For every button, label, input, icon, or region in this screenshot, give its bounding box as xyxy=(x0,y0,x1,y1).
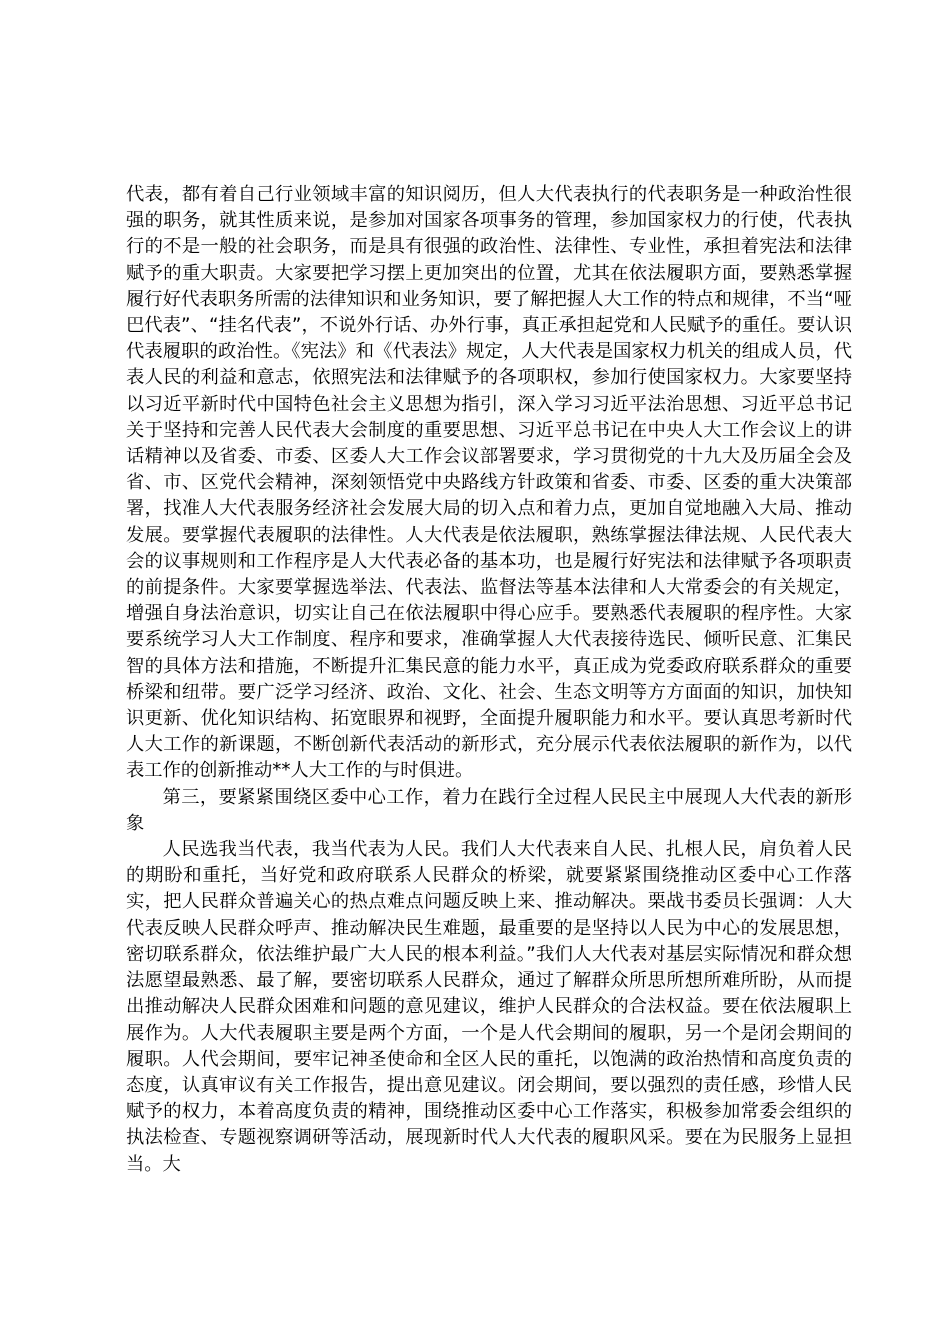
body-paragraph: 代表，都有着自己行业领域丰富的知识阅历，但人大代表执行的代表职务是一种政治性很强的职务，就其性质来说，是参加对国家各项事务的管理，参加国家权力的行使，代表执行的不是一般的社会职务，而是具有很强的政治性、法律性、专业性，承担着宪法和法律赋予的重大职责。大家要把学习摆上更加突出的位置，尤其在依法履职方面，要熟悉掌握履行好代表职务所需的法律知识和业务知识，要了解把握人大工作的特点和规律，不当“哑巴代表”、“挂名代表”，不说外行话、办外行事，真正承担起党和人民赋予的重任。要认识代表履职的政治性。《宪法》和《代表法》规定，人大代表是国家权力机关的组成人员，代表人民的利益和意志，依照宪法和法律赋予的各项职权，参加行使国家权力。大家要坚持以习近平新时代中国特色社会主义思想为指引，深入学习习近平法治思想、习近平总书记关于坚持和完善人民代表大会制度的重要思想、习近平总书记在中央人大工作会议上的讲话精神以及省委、市委、区委人大工作会议部署要求，学习贯彻党的十九大及历届全会及省、市、区党代会精神，深刻领悟党中央路线方针政策和省委、市委、区委的重大决策部署，找准人大代表服务经济社会发展大局的切入点和着力点，更加自觉地融入大局、推动发展。要掌握代表履职的法律性。人大代表是依法履职，熟练掌握法律法规、人民代表大会的议事规则和工作程序是人大代表必备的基本功，也是履行好宪法和法律赋予各项职责的前提条件。大家要掌握选举法、代表法、监督法等基本法律和人大常委会的有关规定，增强自身法治意识，切实让自己在依法履职中得心应手。要熟悉代表履职的程序性。大家要系统学习人大工作制度、程序和要求，准确掌握人大代表接待选民、倾听民意、汇集民智的具体方法和措施，不断提升汇集民意的能力水平，真正成为党委政府联系群众的重要桥梁和纽带。要广泛学习经济、政治、文化、社会、生态文明等方方面面的知识，加快知识更新、优化知识结构、拓宽眼界和视野，全面提升履职能力和水平。要认真思考新时代人大工作的新课题，不断创新代表活动的新形式，充分展示代表依法履职的新作为，以代表工作的创新推动**人大工作的与时俱进。 xyxy=(126,184,852,782)
document-page xyxy=(126,182,852,1178)
body-paragraph: 人民选我当代表，我当代表为人民。我们人大代表来自人民、扎根人民，肩负着人民的期盼和重托，当好党和政府联系人民群众的桥梁，就要紧紧围绕推动区委中心工作落实，把人民群众普遍关心的热点难点问题反映上来、推动解决。栗战书委员长强调：人大代表反映人民群众呼声、推动解决民生难题，最重要的是坚持以人民为中心的发展思想，密切联系群众，依法维护最广大人民的根本利益。”我们人大代表对基层实际情况和群众想法愿望最熟悉、最了解，要密切联系人民群众，通过了解群众所思所想所难所盼，从而提出推动解决人民群众困难和问题的意见建议，维护人民群众的合法权益。要在依法履职上展作为。人大代表履职主要是两个方面，一个是人代会期间的履职，另一个是闭会期间的履职。人代会期间，要牢记神圣使命和全区人民的重托，以饱满的政治热情和高度负责的态度，认真审议有关工作报告，提出意见建议。闭会期间，要以强烈的责任感，珍惜人民赋予的权力，本着高度负责的精神，围绕推动区委中心工作落实，积极参加常委会组织的执法检查、专题视察调研等活动，展现新时代人大代表的履职风采。要在为民服务上显担当。大 xyxy=(126,839,852,1175)
section-heading: 第三，要紧紧围绕区委中心工作，着力在践行全过程人民民主中展现人大代表的新形象 xyxy=(126,786,852,834)
